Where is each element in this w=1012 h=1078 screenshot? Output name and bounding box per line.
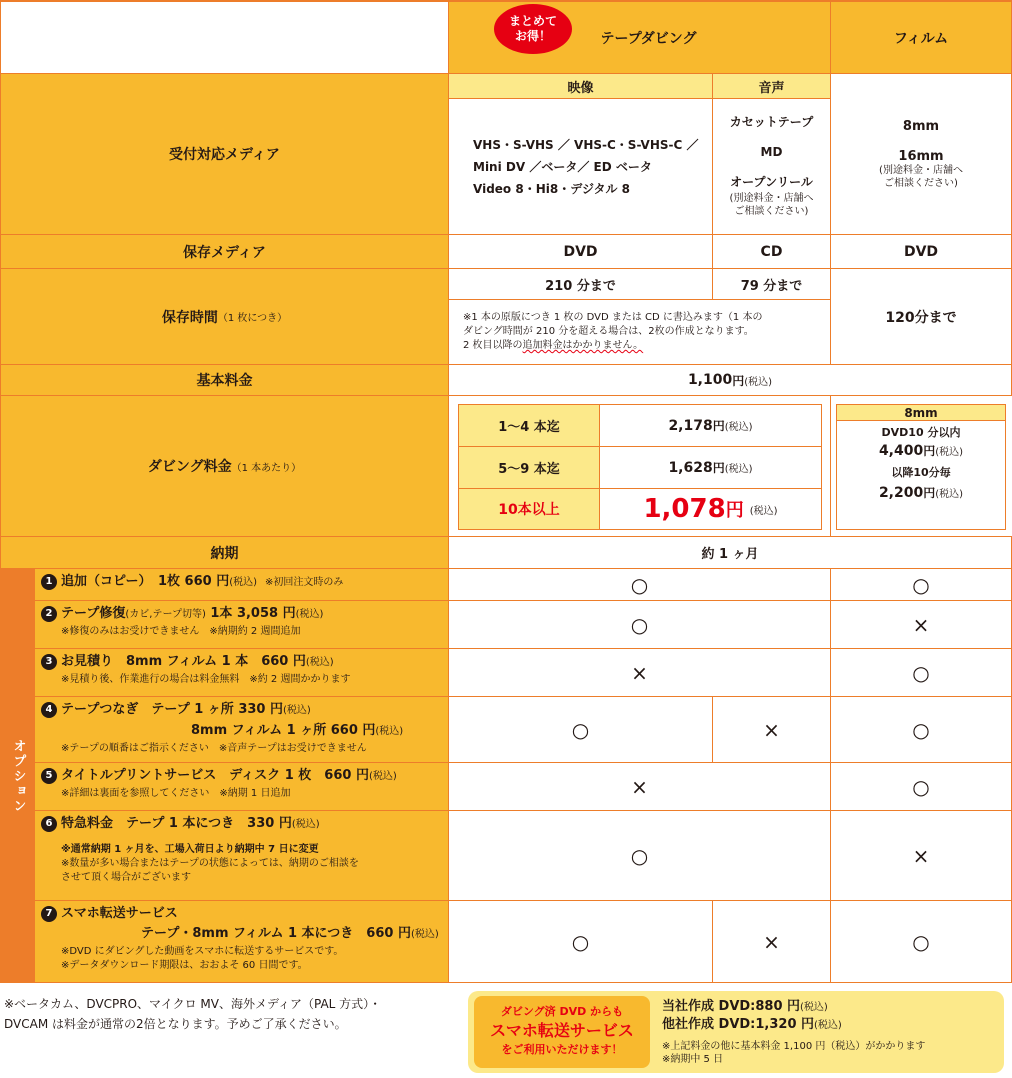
row-label-storage: 保存メディア: [0, 235, 449, 269]
film-price-label-2: 以降10分毎: [891, 466, 951, 479]
header-film: フィルム: [831, 0, 1012, 74]
tier-qty-1: 1〜4 本迄: [459, 405, 600, 447]
time-note-no-extra: 追加料金はかかりません。: [522, 340, 644, 351]
film-price-2: 2,200円(税込): [878, 485, 964, 501]
option-5-tape-mark: ×: [449, 763, 831, 811]
promo-prices: [662, 998, 1002, 1066]
option-7-video-mark: ○: [449, 901, 713, 983]
footer-note: ※ベータカム、DVCPRO、マイクロ MV、海外メディア（PAL 方式）・ DVCAM は料金が通常の2倍となります。予めご了承ください。: [4, 997, 382, 1031]
time-video: 210 分まで: [449, 269, 713, 300]
tier-qty-3: 10本以上: [459, 489, 600, 529]
promo-footnote: ※上記料金の他に基本料金 1,100 円（税込）がかかります ※納期中 5 日: [662, 1041, 926, 1065]
storage-audio: CD: [713, 235, 831, 269]
promo-own: 当社作成 DVD:880 円(税込): [662, 999, 828, 1014]
promo-line-2: スマホ転送サービス: [490, 1021, 634, 1040]
tier-price-1: 2,178 円 (税込): [600, 405, 821, 447]
film-price-1: 4,400円(税込): [878, 443, 964, 459]
option-6: 6 特急料金 テープ 1 本につき 330 円(税込) ※通常納期 1 ヶ月を、工場入荷日より納期中 7 日に変更 ※数量が多い場合またはテープの状態によっては、納期のご相談を させて頂く場合がございます: [35, 811, 449, 901]
tier-price-2: 1,628 円 (税込): [600, 447, 821, 489]
row-label-basic: 基本料金: [0, 365, 449, 396]
option-5-film-mark: ○: [831, 763, 1012, 811]
option-7-audio-mark: ×: [713, 901, 831, 983]
option-7: 7 スマホ転送サービス テープ・8mm フィルム 1 本につき 660 円(税込) ※DVD にダビングした動画をスマホに転送するサービスです。 ※データダウンロード期限は、おおよそ 60 日間です。: [35, 901, 449, 983]
header-tape: テープダビング: [449, 0, 831, 74]
option-6-film-mark: ×: [831, 811, 1012, 901]
row-label-media: 受付対応メディア: [0, 74, 449, 235]
storage-video: DVD: [449, 235, 713, 269]
media-audio: [713, 99, 831, 235]
media-film: [831, 74, 1012, 235]
tier-price-3: 1,078 円 (税込): [600, 489, 821, 529]
option-2-tape-mark: ○: [449, 601, 831, 649]
option-6-tape-mark: ○: [449, 811, 831, 901]
option-4-video-mark: ○: [449, 697, 713, 763]
promo-other: 他社作成 DVD:1,320 円(税込): [662, 1017, 842, 1032]
option-7-film-mark: ○: [831, 901, 1012, 983]
option-1: 1 追加（コピー） 1枚 660 円(税込) ※初回注文時のみ: [35, 569, 449, 601]
time-film: 120分まで: [831, 269, 1012, 365]
option-4-audio-mark: ×: [713, 697, 831, 763]
row-label-delivery: 納期: [0, 537, 449, 569]
option-3: 3 お見積り 8mm フィルム 1 本 660 円(税込) ※見積り後、作業進行の場合は料金無料 ※約 2 週間かかります: [35, 649, 449, 697]
promo-line-1: ダビング済 DVD からも: [500, 1005, 624, 1018]
media-video: VHS・S-VHS ／ VHS-C・S-VHS-C ／ Mini DV ／ベータ／ ED ベータ Video 8・Hi8・デジタル 8: [449, 99, 713, 235]
media-film-note: (別途料金・店舗へ ご相談ください): [879, 164, 963, 189]
option-3-film-mark: ○: [831, 649, 1012, 697]
option-2-film-mark: ×: [831, 601, 1012, 649]
tier-qty-2: 5〜9 本迄: [459, 447, 600, 489]
option-3-tape-mark: ×: [449, 649, 831, 697]
row-label-time: 保存時間 （1 枚につき）: [0, 269, 449, 365]
row-label-dubbing: ダビング料金 （1 本あたり）: [0, 396, 449, 537]
promo-line-3: をご利用いただけます！: [501, 1043, 623, 1056]
option-1-tape-mark: ○: [449, 569, 831, 601]
delivery-value: 約 1 ヶ月: [449, 537, 1012, 569]
header-blank: [0, 0, 449, 74]
media-audio-main: カセットテープ MD オープンリール: [729, 115, 814, 189]
badge-bundle-deal: まとめて お得！: [494, 4, 572, 54]
subheader-video: 映像: [449, 74, 713, 99]
time-note: [449, 300, 831, 365]
option-2: 2 テープ修復(カビ,テープ切等) 1本 3,058 円(税込) ※修復のみはお受けできません ※納期約 2 週間追加: [35, 601, 449, 649]
time-audio: 79 分まで: [713, 269, 831, 300]
subheader-audio: 音声: [713, 74, 831, 99]
basic-price: 1,100 円 (税込): [449, 365, 1012, 396]
time-note-text: ※1 本の原版につき 1 枚の DVD または CD に書込みます（1 本の ダビング時間が 210 分を超える場合は、2枚の作成となります。 2 枚目以降の: [463, 312, 763, 351]
option-4-film-mark: ○: [831, 697, 1012, 763]
option-1-film-mark: ○: [831, 569, 1012, 601]
option-5: 5 タイトルプリントサービス ディスク 1 枚 660 円(税込) ※詳細は裏面を参照してください ※納期 1 日追加: [35, 763, 449, 811]
film-price-title: 8mm: [837, 405, 1005, 421]
option-4: 4 テープつなぎ テープ 1 ヶ所 330 円(税込) 8mm フィルム 1 ヶ所 660 円(税込) ※テープの順番はご指示ください ※音声テープはお受けできません: [35, 697, 449, 763]
storage-film: DVD: [831, 235, 1012, 269]
promo-badge: [474, 996, 650, 1068]
film-price-label-1: DVD10 分以内: [881, 426, 961, 439]
media-film-main: 8mm 16mm: [898, 118, 944, 164]
options-side-label: オプション: [1, 569, 35, 983]
media-audio-note: (別途料金・店舗へ ご相談ください): [729, 193, 814, 217]
film-price-body: [837, 424, 1005, 505]
